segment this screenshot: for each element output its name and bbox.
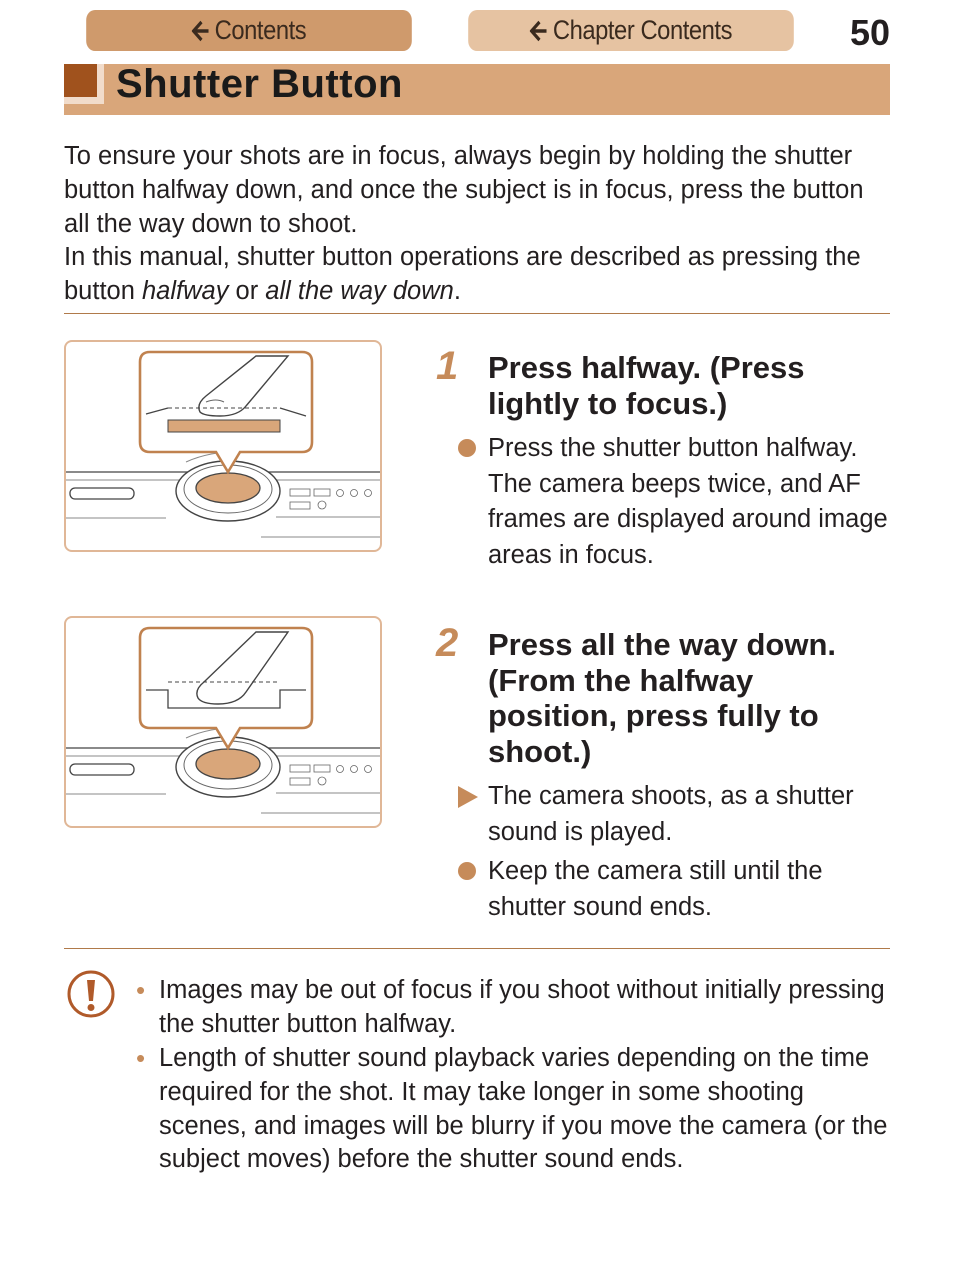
- shutter-press-fully-illustration: [64, 616, 382, 828]
- step-2-bullet-result: [458, 779, 898, 850]
- notes-divider: [64, 948, 890, 949]
- step-1-bullet: [458, 431, 898, 573]
- caution-note-1: [136, 974, 896, 1042]
- contents-button[interactable]: [86, 10, 412, 51]
- intro-text-segment: or: [228, 277, 266, 306]
- step-2-number: 2: [436, 621, 459, 665]
- intro-paragraph-2: [64, 241, 894, 309]
- intro-emphasis-all-the-way: all the way down: [265, 277, 454, 306]
- title-marker: [64, 64, 97, 97]
- step-1-bullet-text: Press the shutter button halfway. The camera beeps twice, and AF frames are displayed around image areas in focus.: [488, 434, 888, 569]
- step-2-bullet-text-2: Keep the camera still until the shutter sound ends.: [488, 857, 823, 921]
- shutter-press-halfway-illustration: [64, 340, 382, 552]
- intro-paragraph-1: To ensure your shots are in focus, always begin by holding the shutter button halfway down, and once the subject is in focus, press the button all the way down to shoot.: [64, 142, 864, 238]
- caution-note-2-text: Length of shutter sound playback varies depending on the time required for the shot. It may take longer in some shooting scenes, and images will be blurry if you move the camera (or the subject moves) before the shutter sound ends.: [159, 1044, 888, 1174]
- step-1-title: Press halfway. (Press lightly to focus.): [488, 350, 805, 421]
- section-divider: [64, 313, 890, 314]
- caution-icon: [66, 969, 116, 1019]
- intro-emphasis-halfway: halfway: [141, 277, 229, 306]
- step-2-bullet-text-1: The camera shoots, as a shutter sound is played.: [488, 782, 854, 846]
- intro-text: [64, 140, 894, 309]
- intro-text-segment: In this manual, shutter button operations are described as pressing the button: [64, 243, 861, 306]
- chapter-contents-button-label: Chapter Contents: [552, 15, 733, 45]
- arrow-left-icon: [192, 20, 210, 42]
- note-bullet: •: [136, 1043, 146, 1073]
- step-2-bullet: [458, 854, 898, 925]
- chapter-contents-button[interactable]: [468, 10, 794, 51]
- step-2-title: Press all the way down. (From the halfway position, press fully to shoot.): [488, 627, 837, 769]
- page-title: Shutter Button: [116, 62, 403, 106]
- result-triangle-icon: [458, 786, 478, 808]
- page-number: 50: [849, 12, 890, 53]
- bullet-dot-icon: [458, 439, 476, 457]
- contents-button-label: Contents: [214, 15, 307, 45]
- intro-text-segment: .: [453, 277, 461, 306]
- note-bullet: •: [136, 975, 146, 1005]
- caution-note-1-text: Images may be out of focus if you shoot without initially pressing the shutter button halfway.: [159, 976, 885, 1038]
- step-1-number: 1: [436, 344, 459, 388]
- caution-note-2: [136, 1042, 896, 1177]
- arrow-left-icon: [530, 20, 548, 42]
- bullet-dot-icon: [458, 862, 476, 880]
